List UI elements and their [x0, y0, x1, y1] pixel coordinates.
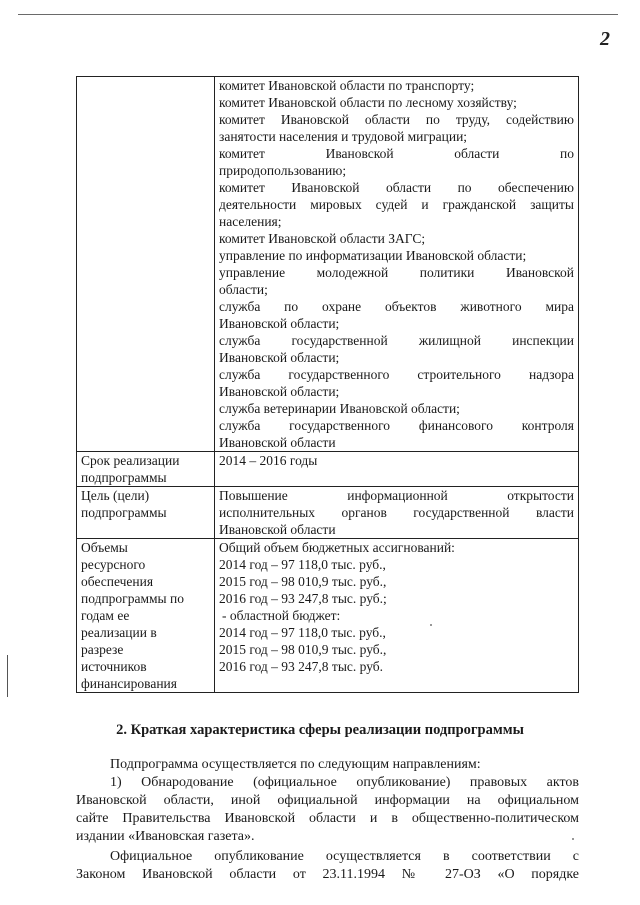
label-line: обеспечения — [81, 574, 154, 589]
text-line: издании «Ивановская газета». — [76, 829, 255, 844]
value-line: исполнительных органов государственной власти — [219, 505, 574, 520]
text-line: Законом Ивановской области от 23.11.1994 № 27-ОЗ «О порядке — [76, 867, 579, 882]
executors-list — [215, 77, 579, 452]
text-line: Ивановской области, иной официальной информации на официальном — [76, 793, 579, 808]
list-line: управление молодежной политики Ивановской — [219, 265, 574, 280]
value-line: 2014 год – 97 118,0 тыс. руб., — [219, 625, 386, 640]
list-line: комитет Ивановской области по лесному хозяйству; — [219, 95, 517, 110]
value-line: 2016 год – 93 247,8 тыс. руб.; — [219, 591, 387, 606]
text-line: Подпрограмма осуществляется по следующим направлениям: — [110, 757, 481, 772]
list-line: области; — [219, 282, 268, 297]
goal-value — [215, 487, 579, 539]
label-line: подпрограммы — [81, 505, 167, 520]
table-row-funding — [77, 539, 579, 693]
list-line: населения; — [219, 214, 282, 229]
list-line: служба государственного финансового контроля — [219, 418, 574, 433]
value-line: 2015 год – 98 010,9 тыс. руб., — [219, 574, 387, 589]
list-line: комитет Ивановской области по — [219, 146, 574, 161]
row-label-goal — [77, 487, 215, 539]
label-line: финансирования — [81, 676, 177, 691]
list-line: Ивановской области; — [219, 316, 340, 331]
text-line: сайте Правительства Ивановской области и в общественно-политическом — [76, 811, 579, 826]
list-line: Ивановской области; — [219, 350, 340, 365]
text-line: 1) Обнародование (официальное опубликование) правовых актов — [110, 775, 579, 790]
label-line: годам ее — [81, 608, 130, 623]
table-row-goal — [77, 487, 579, 539]
page-number: 2 — [600, 28, 610, 50]
scan-top-line — [18, 14, 618, 15]
list-line: служба государственной жилищной инспекции — [219, 333, 574, 348]
section-heading: 2. Краткая характеристика сферы реализации подпрограммы — [116, 722, 524, 738]
value-line: 2016 год – 93 247,8 тыс. руб. — [219, 659, 384, 674]
value-line: Общий объем бюджетных ассигнований: — [219, 540, 455, 555]
value-line: 2014 – 2016 годы — [219, 453, 318, 468]
list-line: управление по информатизации Ивановской области; — [219, 248, 527, 263]
label-line: подпрограммы — [81, 470, 167, 485]
value-line: 2014 год – 97 118,0 тыс. руб., — [219, 557, 386, 572]
term-value — [215, 452, 579, 487]
list-line: Ивановской области; — [219, 384, 340, 399]
label-line: Цель (цели) — [81, 488, 150, 503]
list-line: служба по охране объектов животного мира — [219, 299, 574, 314]
funding-value — [215, 539, 579, 693]
scan-margin-mark — [7, 655, 8, 697]
value-line: - областной бюджет: — [222, 608, 341, 623]
value-line: Повышение информационной открытости — [219, 488, 574, 503]
list-line: служба государственного строительного надзора — [219, 367, 574, 382]
row-label-term — [77, 452, 215, 487]
list-line: служба ветеринарии Ивановской области; — [219, 401, 460, 416]
label-line: реализации в — [81, 625, 157, 640]
list-line: природопользованию; — [219, 163, 347, 178]
table-row-term — [77, 452, 579, 487]
label-line: ресурсного — [81, 557, 146, 572]
row-label-empty — [77, 77, 215, 452]
paragraph-directions — [76, 756, 579, 774]
paragraph-official-publication — [76, 848, 579, 884]
scan-speck — [430, 624, 432, 626]
list-line: комитет Ивановской области по транспорту; — [219, 78, 475, 93]
text-line: Официальное опубликование осуществляется в соответствии с — [110, 849, 579, 864]
row-label-funding — [77, 539, 215, 693]
value-line: Ивановской области — [219, 522, 336, 537]
list-line: деятельности мировых судей и гражданской защиты — [219, 197, 574, 212]
label-line: разрезе — [81, 642, 124, 657]
table-row-executors — [77, 77, 579, 452]
paragraph-publication — [76, 774, 579, 846]
subprogram-passport-table — [76, 76, 579, 693]
label-line: Объемы — [81, 540, 128, 555]
list-line: занятости населения и трудовой миграции; — [219, 129, 468, 144]
label-line: подпрограммы по — [81, 591, 184, 606]
list-line: комитет Ивановской области ЗАГС; — [219, 231, 426, 246]
label-line: Срок реализации — [81, 453, 180, 468]
list-line: комитет Ивановской области по обеспечению — [219, 180, 574, 195]
scan-speck — [572, 838, 574, 840]
value-line: 2015 год – 98 010,9 тыс. руб., — [219, 642, 387, 657]
label-line: источников — [81, 659, 147, 674]
list-line: комитет Ивановской области по труду, содействию — [219, 112, 574, 127]
list-line: Ивановской области — [219, 435, 336, 450]
